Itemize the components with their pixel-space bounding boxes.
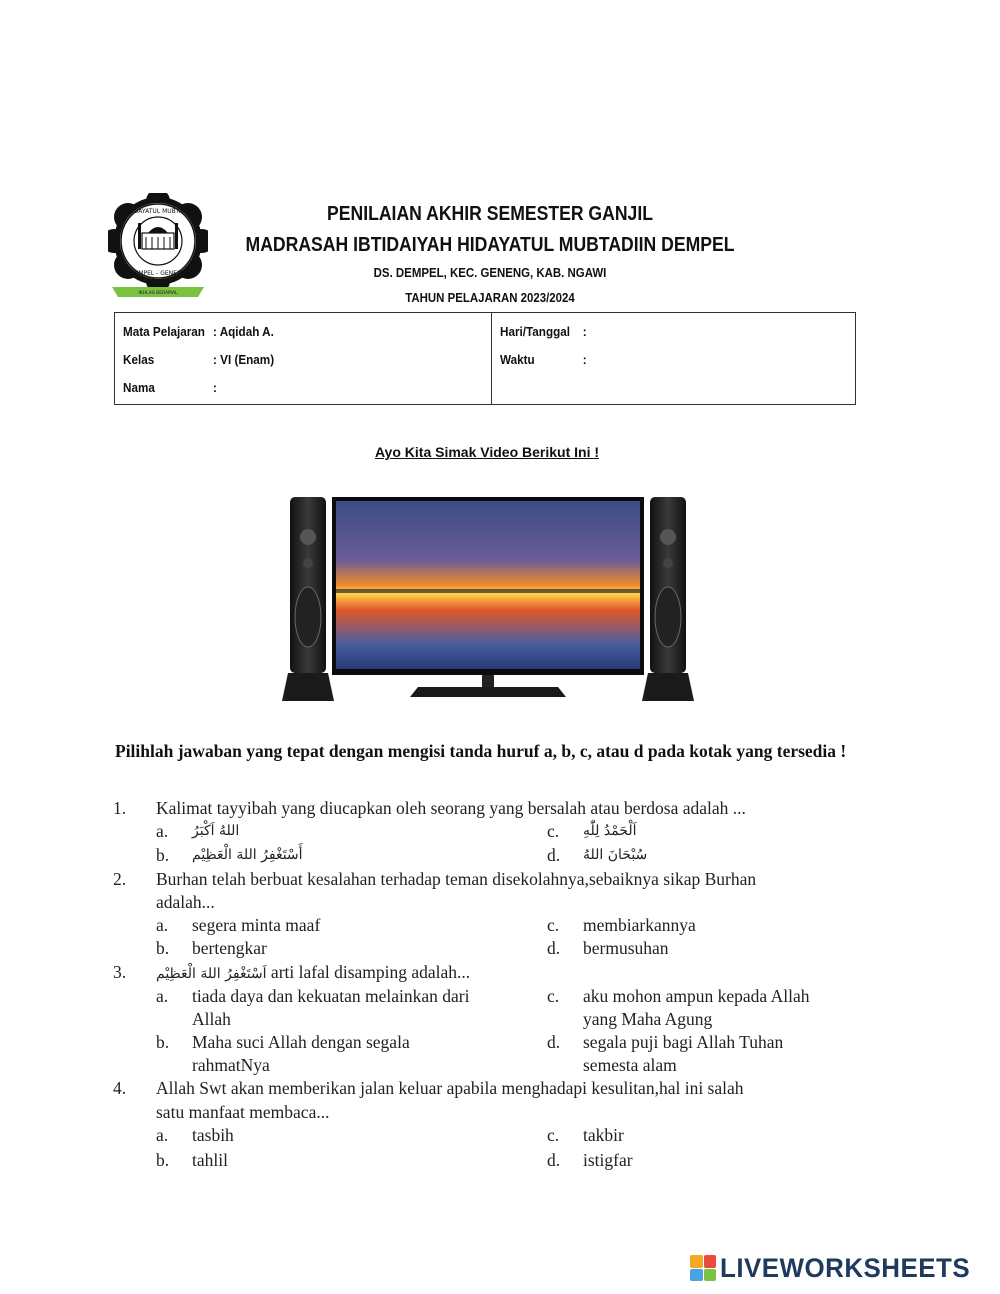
option-letter: c. xyxy=(547,986,560,1006)
academic-year: TAHUN PELAJARAN 2023/2024 xyxy=(405,290,575,305)
option-text-line2: Allah xyxy=(192,1009,231,1029)
option-letter: d. xyxy=(547,845,561,865)
liveworksheets-text: LIVEWORKSHEETS xyxy=(720,1252,971,1283)
q1-option-c[interactable] xyxy=(547,820,637,843)
q1-text: Kalimat tayyibah yang diucapkan oleh seorang yang bersalah atau berdosa adalah ... xyxy=(156,798,746,818)
q3-number: 3. xyxy=(113,962,127,982)
q4-text-line2: satu manfaat membaca... xyxy=(156,1102,330,1122)
option-text xyxy=(583,985,809,1031)
class-row xyxy=(123,352,274,367)
q2-option-c[interactable] xyxy=(547,914,696,937)
subject-label: Mata Pelajaran xyxy=(123,324,205,339)
option-letter: d. xyxy=(547,938,561,958)
student-info-box xyxy=(114,312,856,405)
video-title: Ayo Kita Simak Video Berikut Ini ! xyxy=(374,444,600,460)
option-text: tasbih xyxy=(192,1125,234,1145)
option-letter: a. xyxy=(156,1125,169,1145)
subject-value: : Aqidah A. xyxy=(213,324,274,339)
option-text xyxy=(192,985,469,1031)
q2-number: 2. xyxy=(113,869,127,889)
option-letter: d. xyxy=(547,1032,561,1052)
option-text: takbir xyxy=(583,1125,624,1145)
q2-text-line2: adalah... xyxy=(156,892,215,912)
q1-number: 1. xyxy=(113,798,127,818)
q2-option-a[interactable] xyxy=(156,914,320,937)
q2-text-line1: Burhan telah berbuat kesalahan terhadap teman disekolahnya,sebaiknya sikap Burhan xyxy=(156,869,757,889)
time-label: Waktu xyxy=(500,352,535,367)
option-letter: b. xyxy=(156,845,170,865)
option-text-line2: semesta alam xyxy=(583,1055,677,1075)
subject-row xyxy=(123,324,274,339)
instructions: Pilihlah jawaban yang tepat dengan mengisi tanda huruf a, b, c, atau d pada kotak yang tersedia ! xyxy=(115,741,847,761)
option-text-line1: tiada daya dan kekuatan melainkan dari xyxy=(192,986,470,1006)
option-letter: b. xyxy=(156,1150,170,1170)
q3-option-b[interactable] xyxy=(156,1031,410,1077)
option-letter: a. xyxy=(156,986,169,1006)
video-player[interactable] xyxy=(278,493,698,705)
q2-option-b[interactable] xyxy=(156,937,267,960)
name-row xyxy=(123,380,217,395)
option-text: bermusuhan xyxy=(583,938,669,958)
option-text: أَسْتَغْفِرُ اللهَ الْعَظِيْم xyxy=(192,847,303,863)
q3-option-c[interactable] xyxy=(547,985,809,1031)
q4-option-d[interactable] xyxy=(547,1149,633,1172)
option-letter: b. xyxy=(156,1032,170,1052)
q1-option-b[interactable] xyxy=(156,844,303,867)
option-letter: c. xyxy=(547,1125,560,1145)
info-divider xyxy=(491,313,492,404)
class-label: Kelas xyxy=(123,352,155,367)
exam-title: PENILAIAN AKHIR SEMESTER GANJIL xyxy=(327,203,653,225)
q3-option-d[interactable] xyxy=(547,1031,783,1077)
option-letter: a. xyxy=(156,915,169,935)
option-text: membiarkannya xyxy=(583,915,696,935)
time-row xyxy=(500,352,587,367)
q2-option-d[interactable] xyxy=(547,937,669,960)
name-label: Nama xyxy=(123,380,155,395)
option-text-line1: Maha suci Allah dengan segala xyxy=(192,1032,410,1052)
class-value: : VI (Enam) xyxy=(213,352,275,367)
option-text-line2: yang Maha Agung xyxy=(583,1009,713,1029)
q1-option-d[interactable] xyxy=(547,844,647,867)
date-row xyxy=(500,324,587,339)
q4-number: 4. xyxy=(113,1078,127,1098)
option-letter: c. xyxy=(547,915,560,935)
option-text-line1: segala puji bagi Allah Tuhan xyxy=(583,1032,784,1052)
option-text-line1: aku mohon ampun kepada Allah xyxy=(583,986,810,1006)
logo-text-bottom: DEMPEL - GENENG xyxy=(129,270,187,277)
school-logo xyxy=(108,193,208,299)
q3-text xyxy=(156,961,866,986)
option-text: segera minta maaf xyxy=(192,915,321,935)
school-name: MADRASAH IBTIDAIYAH HIDAYATUL MUBTADIIN DEMPEL xyxy=(245,234,735,256)
logo-text-top: MI HIDAYATUL MUBTADI'IN xyxy=(118,208,198,215)
time-value[interactable]: : xyxy=(582,352,587,367)
option-text: tahlil xyxy=(192,1150,228,1170)
q3-text-latin: arti lafal disamping adalah... xyxy=(270,962,471,982)
option-text-line2: rahmatNya xyxy=(192,1055,270,1075)
logo-ribbon-text: IKHLAS BERAMAL xyxy=(138,291,178,296)
date-label: Hari/Tanggal xyxy=(500,324,571,339)
option-text xyxy=(192,1031,410,1077)
q1-option-a[interactable] xyxy=(156,820,239,843)
q4-option-a[interactable] xyxy=(156,1124,234,1147)
option-text: سُبْحَانَ اللهُ xyxy=(583,847,648,863)
date-value[interactable]: : xyxy=(582,324,587,339)
school-address: DS. DEMPEL, KEC. GENENG, KAB. NGAWI xyxy=(373,265,607,280)
option-text: istigfar xyxy=(583,1150,633,1170)
option-letter: c. xyxy=(547,821,560,841)
name-value[interactable]: : xyxy=(213,380,217,395)
option-letter: d. xyxy=(547,1150,561,1170)
option-text xyxy=(583,1031,783,1077)
q4-option-c[interactable] xyxy=(547,1124,624,1147)
option-letter: a. xyxy=(156,821,169,841)
video-screen[interactable] xyxy=(336,501,640,669)
option-text: اللهُ اَكْبَرُ xyxy=(192,823,240,839)
option-text: اَلْحَمْدُ لِلّٰهِ xyxy=(583,823,637,839)
liveworksheets-logo[interactable] xyxy=(690,1253,981,1283)
option-letter: b. xyxy=(156,938,170,958)
liveworksheets-icon xyxy=(690,1255,716,1281)
q4-text-line1: Allah Swt akan memberikan jalan keluar apabila menghadapi kesulitan,hal ini salah xyxy=(156,1078,744,1098)
q4-option-b[interactable] xyxy=(156,1149,228,1172)
option-text: bertengkar xyxy=(192,938,267,958)
q3-option-a[interactable] xyxy=(156,985,469,1031)
q3-arabic: اَسْتَغْفِرُ اللهَ الْعَظِيْم xyxy=(156,966,267,982)
